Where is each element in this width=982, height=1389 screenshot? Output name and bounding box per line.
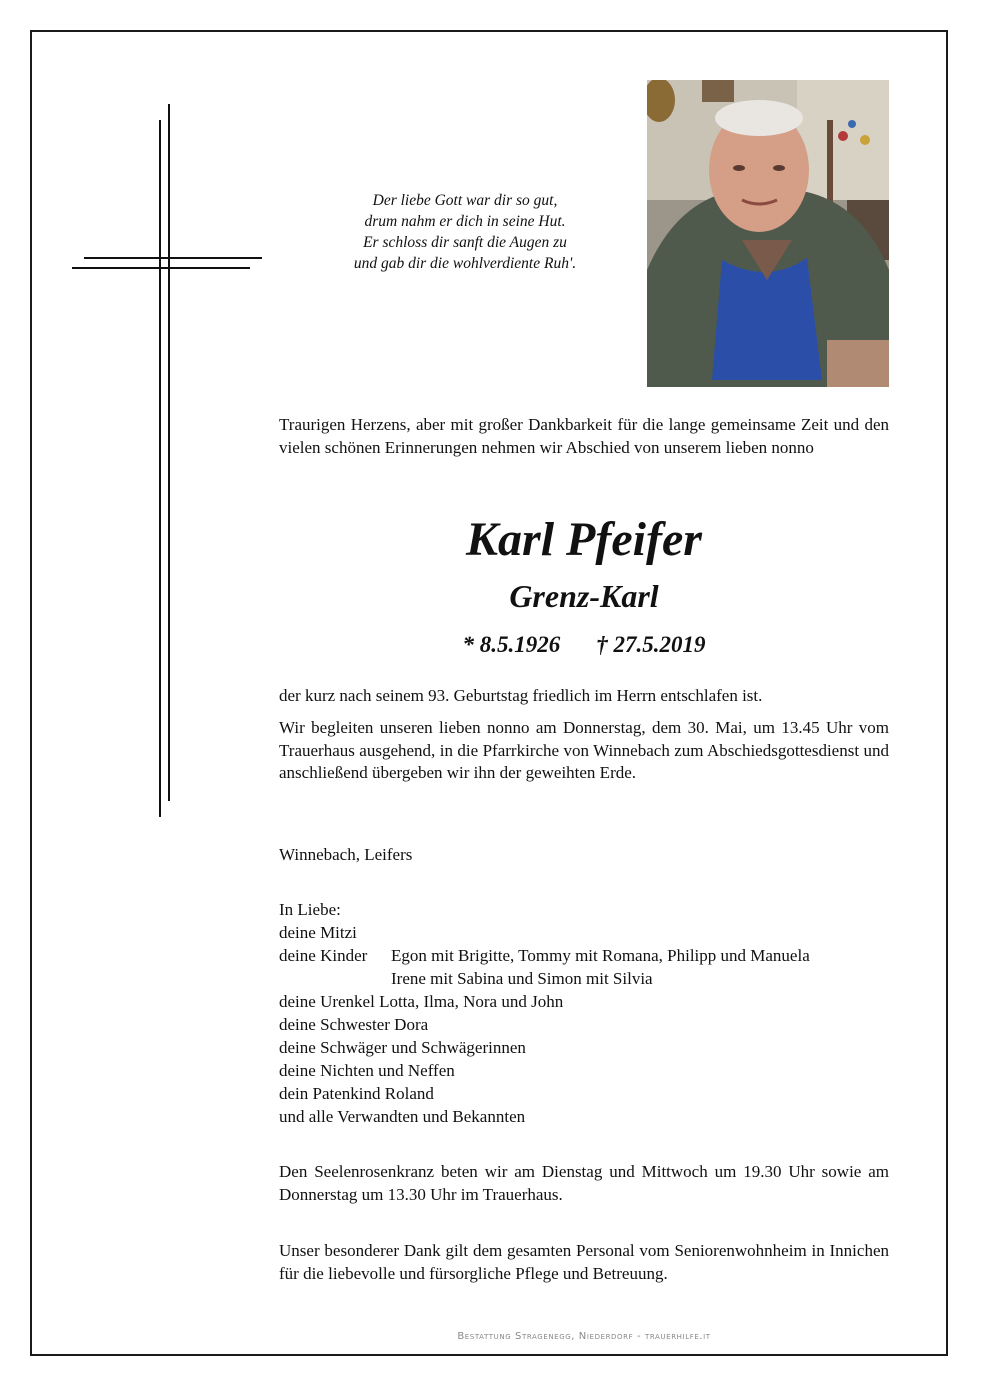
mourners-list: [279, 898, 899, 1128]
intro-paragraph: Traurigen Herzens, aber mit großer Dankbarkeit für die lange gemeinsame Zeit und den vielen schönen Erinnerungen nehmen wir Abschied von unserem lieben nonno: [279, 415, 889, 457]
deceased-nickname: Grenz-Karl: [509, 578, 659, 614]
list-item: deine Schwäger und Schwägerinnen: [279, 1038, 526, 1057]
death-date: † 27.5.2019: [596, 632, 706, 657]
poem-line: drum nahm er dich in seine Hut.: [364, 213, 566, 230]
deceased-name: Karl Pfeifer: [466, 513, 702, 566]
memorial-poem: [330, 190, 600, 274]
place-line: Winnebach, Leifers: [279, 845, 413, 864]
list-item: deine Urenkel Lotta, Ilma, Nora und John: [279, 992, 564, 1011]
life-dates: [279, 630, 889, 660]
funeral-paragraph: Wir begleiten unseren lieben nonno am Donnerstag, dem 30. Mai, um 13.45 Uhr vom Trauerhaus ausgehend, in die Pfarrkirche von Winnebach zum Abschiedsgottesdienst und anschließend übergeben wir ihn der geweihten Erde.: [279, 718, 889, 783]
list-item: deine Nichten und Neffen: [279, 1061, 455, 1080]
list-item: deine Schwester Dora: [279, 1015, 429, 1034]
list-item: dein Patenkind Roland: [279, 1084, 434, 1103]
list-item: deine Mitzi: [279, 923, 357, 942]
poem-line: Der liebe Gott war dir so gut,: [372, 192, 558, 209]
death-announcement: der kurz nach seinem 93. Geburtstag friedlich im Herrn entschlafen ist.: [279, 686, 763, 705]
portrait-photo: [647, 80, 889, 387]
footer-credit: Bestattung Stragenegg, Niederdorf - trauerhilfe.it: [457, 1331, 711, 1342]
children-line: Irene mit Sabina und Simon mit Silvia: [391, 969, 653, 988]
poem-line: und gab dir die wohlverdiente Ruh'.: [353, 255, 577, 272]
thanks-paragraph: Unser besonderer Dank gilt dem gesamten Personal vom Seniorenwohnheim in Innichen für die liebevolle und fürsorgliche Pflege und Betreuung.: [279, 1241, 889, 1283]
children-entry: [279, 944, 899, 990]
list-item: und alle Verwandten und Bekannten: [279, 1107, 526, 1126]
mourners-heading: In Liebe:: [279, 900, 341, 919]
children-label: deine Kinder: [279, 946, 368, 965]
rosary-paragraph: Den Seelenrosenkranz beten wir am Dienstag und Mittwoch um 19.30 Uhr sowie am Donnerstag um 13.30 Uhr im Trauerhaus.: [279, 1162, 889, 1204]
poem-line: Er schloss dir sanft die Augen zu: [363, 234, 567, 251]
children-line: Egon mit Brigitte, Tommy mit Romana, Philipp und Manuela: [391, 946, 810, 965]
birth-date: * 8.5.1926: [462, 632, 561, 657]
